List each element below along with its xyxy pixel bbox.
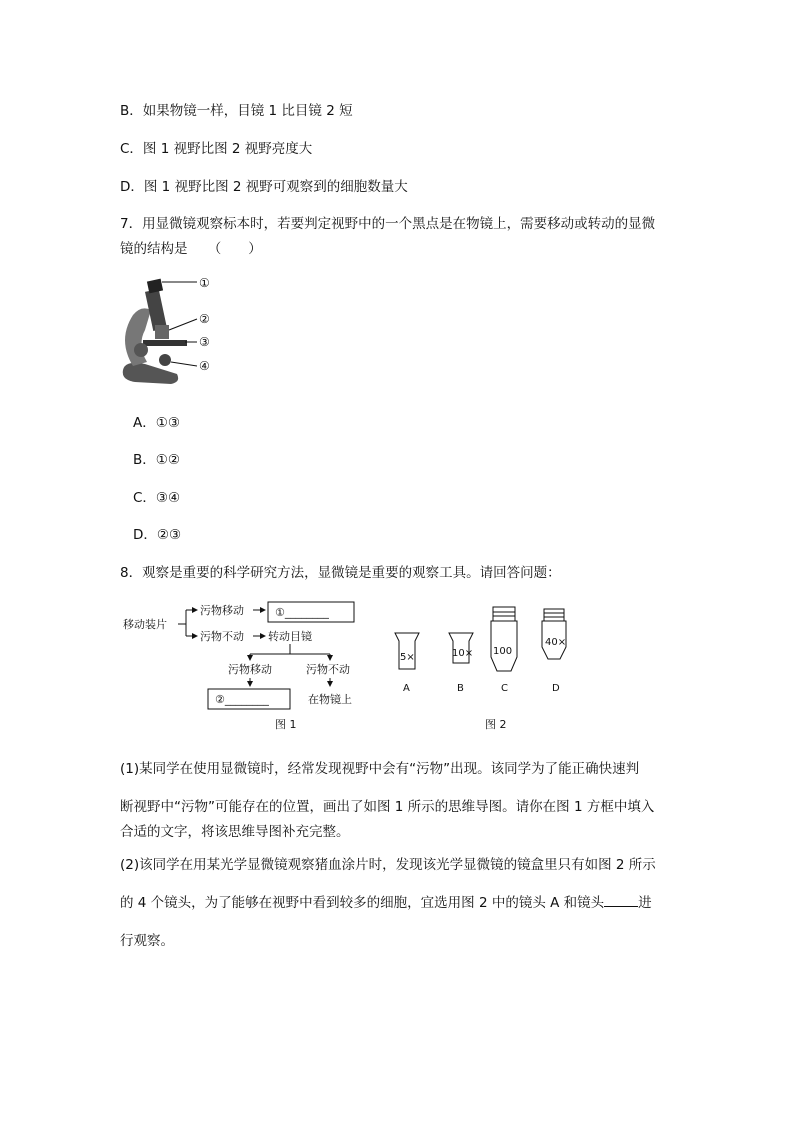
lens-c-letter: C [501, 683, 508, 694]
q8-p2-line3: 行观察。 [120, 933, 174, 949]
q7-option-b: B．①② [133, 452, 180, 468]
lens-c-mag: 100 [493, 646, 513, 657]
answer-blank[interactable] [604, 892, 638, 907]
lens-d-mag: 40× [545, 637, 567, 648]
microscope-figure [115, 270, 225, 390]
fig1-blank2: ②________ [215, 693, 269, 706]
lens-d-letter: D [552, 683, 560, 694]
lens-a-mag: 5× [400, 652, 415, 663]
lens-a-letter: A [403, 683, 410, 694]
q7-option-d: D．②③ [133, 527, 182, 543]
fig1-on-objective: 在物镜上 [308, 693, 352, 706]
fig1-rotate: 转动目镜 [268, 630, 312, 643]
figure-2-lenses [385, 605, 585, 735]
q8-stem: 8．观察是重要的科学研究方法，显微镜是重要的观察工具。请回答问题： [120, 565, 561, 581]
label-3: ③ [199, 335, 210, 349]
q7-option-a: A．①③ [133, 415, 180, 431]
q8-p1-line2: 断视野中“污物”可能存在的位置，画出了如图 1 所示的思维导图。请你在图 1 方框中填入 [120, 799, 655, 815]
q8-p2-line1: (2)该同学在用某光学显微镜观察猪血涂片时，发现该光学显微镜的镜盒里只有如图 2 所示 [120, 857, 656, 873]
fig1-blank1: ①________ [275, 606, 329, 619]
q7-option-c: C．③④ [133, 490, 181, 506]
fig1-start: 移动装片 [123, 618, 167, 631]
figure-1-flowchart [120, 600, 370, 735]
q8-p1-line3: 合适的文字，将该思维导图补充完整。 [120, 824, 350, 840]
label-4: ④ [199, 359, 210, 373]
label-1: ① [199, 276, 210, 290]
option-d-q6: D．图 1 视野比图 2 视野可观察到的细胞数量大 [120, 179, 408, 195]
lens-b-mag: 10× [452, 648, 474, 659]
fig1-moved: 污物移动 [200, 604, 244, 617]
q8-p1-line1: (1)某同学在使用显微镜时，经常发现视野中会有“污物”出现。该同学为了能正确快速判 [120, 761, 640, 777]
label-2: ② [199, 312, 210, 326]
option-c-q6: C．图 1 视野比图 2 视野亮度大 [120, 141, 313, 157]
fig1-moved2: 污物移动 [228, 663, 272, 676]
fig2-caption: 图 2 [485, 718, 507, 731]
q7-stem-line1: 7．用显微镜观察标本时，若要判定视野中的一个黑点是在物镜上，需要移动或转动的显微 [120, 216, 656, 232]
q8-p2-tail: 进 [638, 895, 652, 911]
fig1-not-moved2: 污物不动 [306, 663, 350, 676]
fig1-not-moved: 污物不动 [200, 630, 244, 643]
q8-p2-text: 的 4 个镜头，为了能够在视野中看到较多的细胞，宜选用图 2 中的镜头 A 和镜头 [120, 895, 605, 911]
fig1-caption: 图 1 [275, 718, 297, 731]
lens-b-letter: B [457, 683, 464, 694]
option-b-q6: B．如果物镜一样，目镜 1 比目镜 2 短 [120, 103, 353, 119]
q7-stem-line2: 镜的结构是 （ ） [120, 241, 262, 257]
q8-p2-line2 [120, 891, 652, 911]
